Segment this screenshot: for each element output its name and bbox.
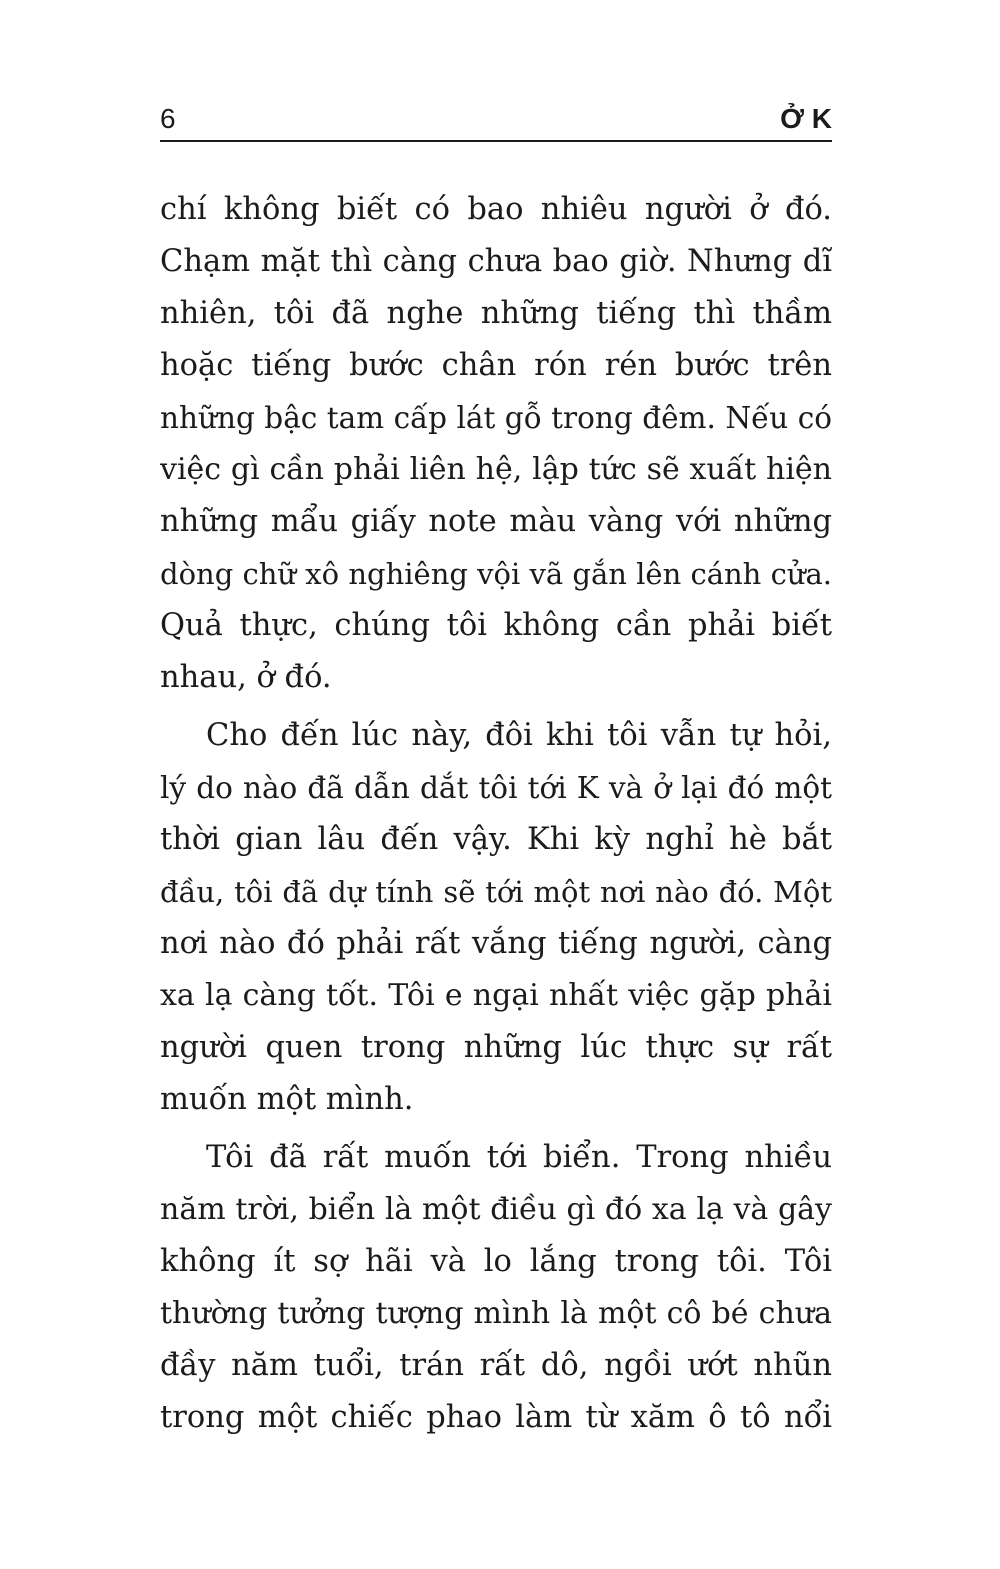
text-line: những bậc tam cấp lát gỗ trong đêm. Nếu có — [160, 401, 832, 435]
text-line: Quả thực, chúng tôi không cần phải biết — [160, 608, 832, 643]
text-line: chí không biết có bao nhiêu người ở đó. — [160, 192, 832, 227]
text-line: thời gian lâu đến vậy. Khi kỳ nghỉ hè bắt — [160, 822, 832, 857]
text-line: những mẩu giấy note màu vàng với những — [160, 504, 832, 539]
text-line: Cho đến lúc này, đôi khi tôi vẫn tự hỏi, — [206, 718, 832, 753]
text-line: việc gì cần phải liên hệ, lập tức sẽ xuất hiện — [160, 452, 832, 487]
text-line: lý do nào đã dẫn dắt tôi tới K và ở lại đó một — [160, 771, 832, 805]
text-line: không ít sợ hãi và lo lắng trong tôi. Tôi — [160, 1244, 832, 1279]
text-line: nhau, ở đó. — [160, 660, 332, 695]
text-line: người quen trong những lúc thực sự rất — [160, 1030, 832, 1065]
body-text — [160, 184, 832, 1444]
text-line: Tôi đã rất muốn tới biển. Trong nhiều — [206, 1140, 832, 1175]
paragraph-1 — [160, 184, 832, 704]
text-line: đầu, tôi đã dự tính sẽ tới một nơi nào đó. Một — [160, 875, 832, 909]
text-line: hoặc tiếng bước chân rón rén bước trên — [160, 348, 832, 383]
text-line: nơi nào đó phải rất vắng tiếng người, càng — [160, 926, 832, 961]
text-line: trong một chiếc phao làm từ xăm ô tô nổi — [160, 1400, 832, 1435]
paragraph-3 — [160, 1132, 832, 1444]
page-number: 6 — [160, 103, 176, 134]
text-line: năm trời, biển là một điều gì đó xa lạ và gây — [160, 1192, 832, 1227]
text-line: xa lạ càng tốt. Tôi e ngại nhất việc gặp phải — [160, 978, 832, 1013]
text-line: dòng chữ xô nghiêng vội vã gắn lên cánh cửa. — [160, 557, 832, 591]
chapter-title: Ở K — [780, 103, 832, 134]
text-line: thường tưởng tượng mình là một cô bé chưa — [160, 1296, 832, 1331]
running-header — [160, 96, 832, 142]
text-line: Chạm mặt thì càng chưa bao giờ. Nhưng dĩ — [160, 244, 832, 279]
text-line: muốn một mình. — [160, 1082, 414, 1117]
paragraph-2 — [160, 710, 832, 1126]
text-line: nhiên, tôi đã nghe những tiếng thì thầm — [160, 296, 832, 331]
text-line: đầy năm tuổi, trán rất dô, ngồi ướt nhũn — [160, 1348, 832, 1383]
